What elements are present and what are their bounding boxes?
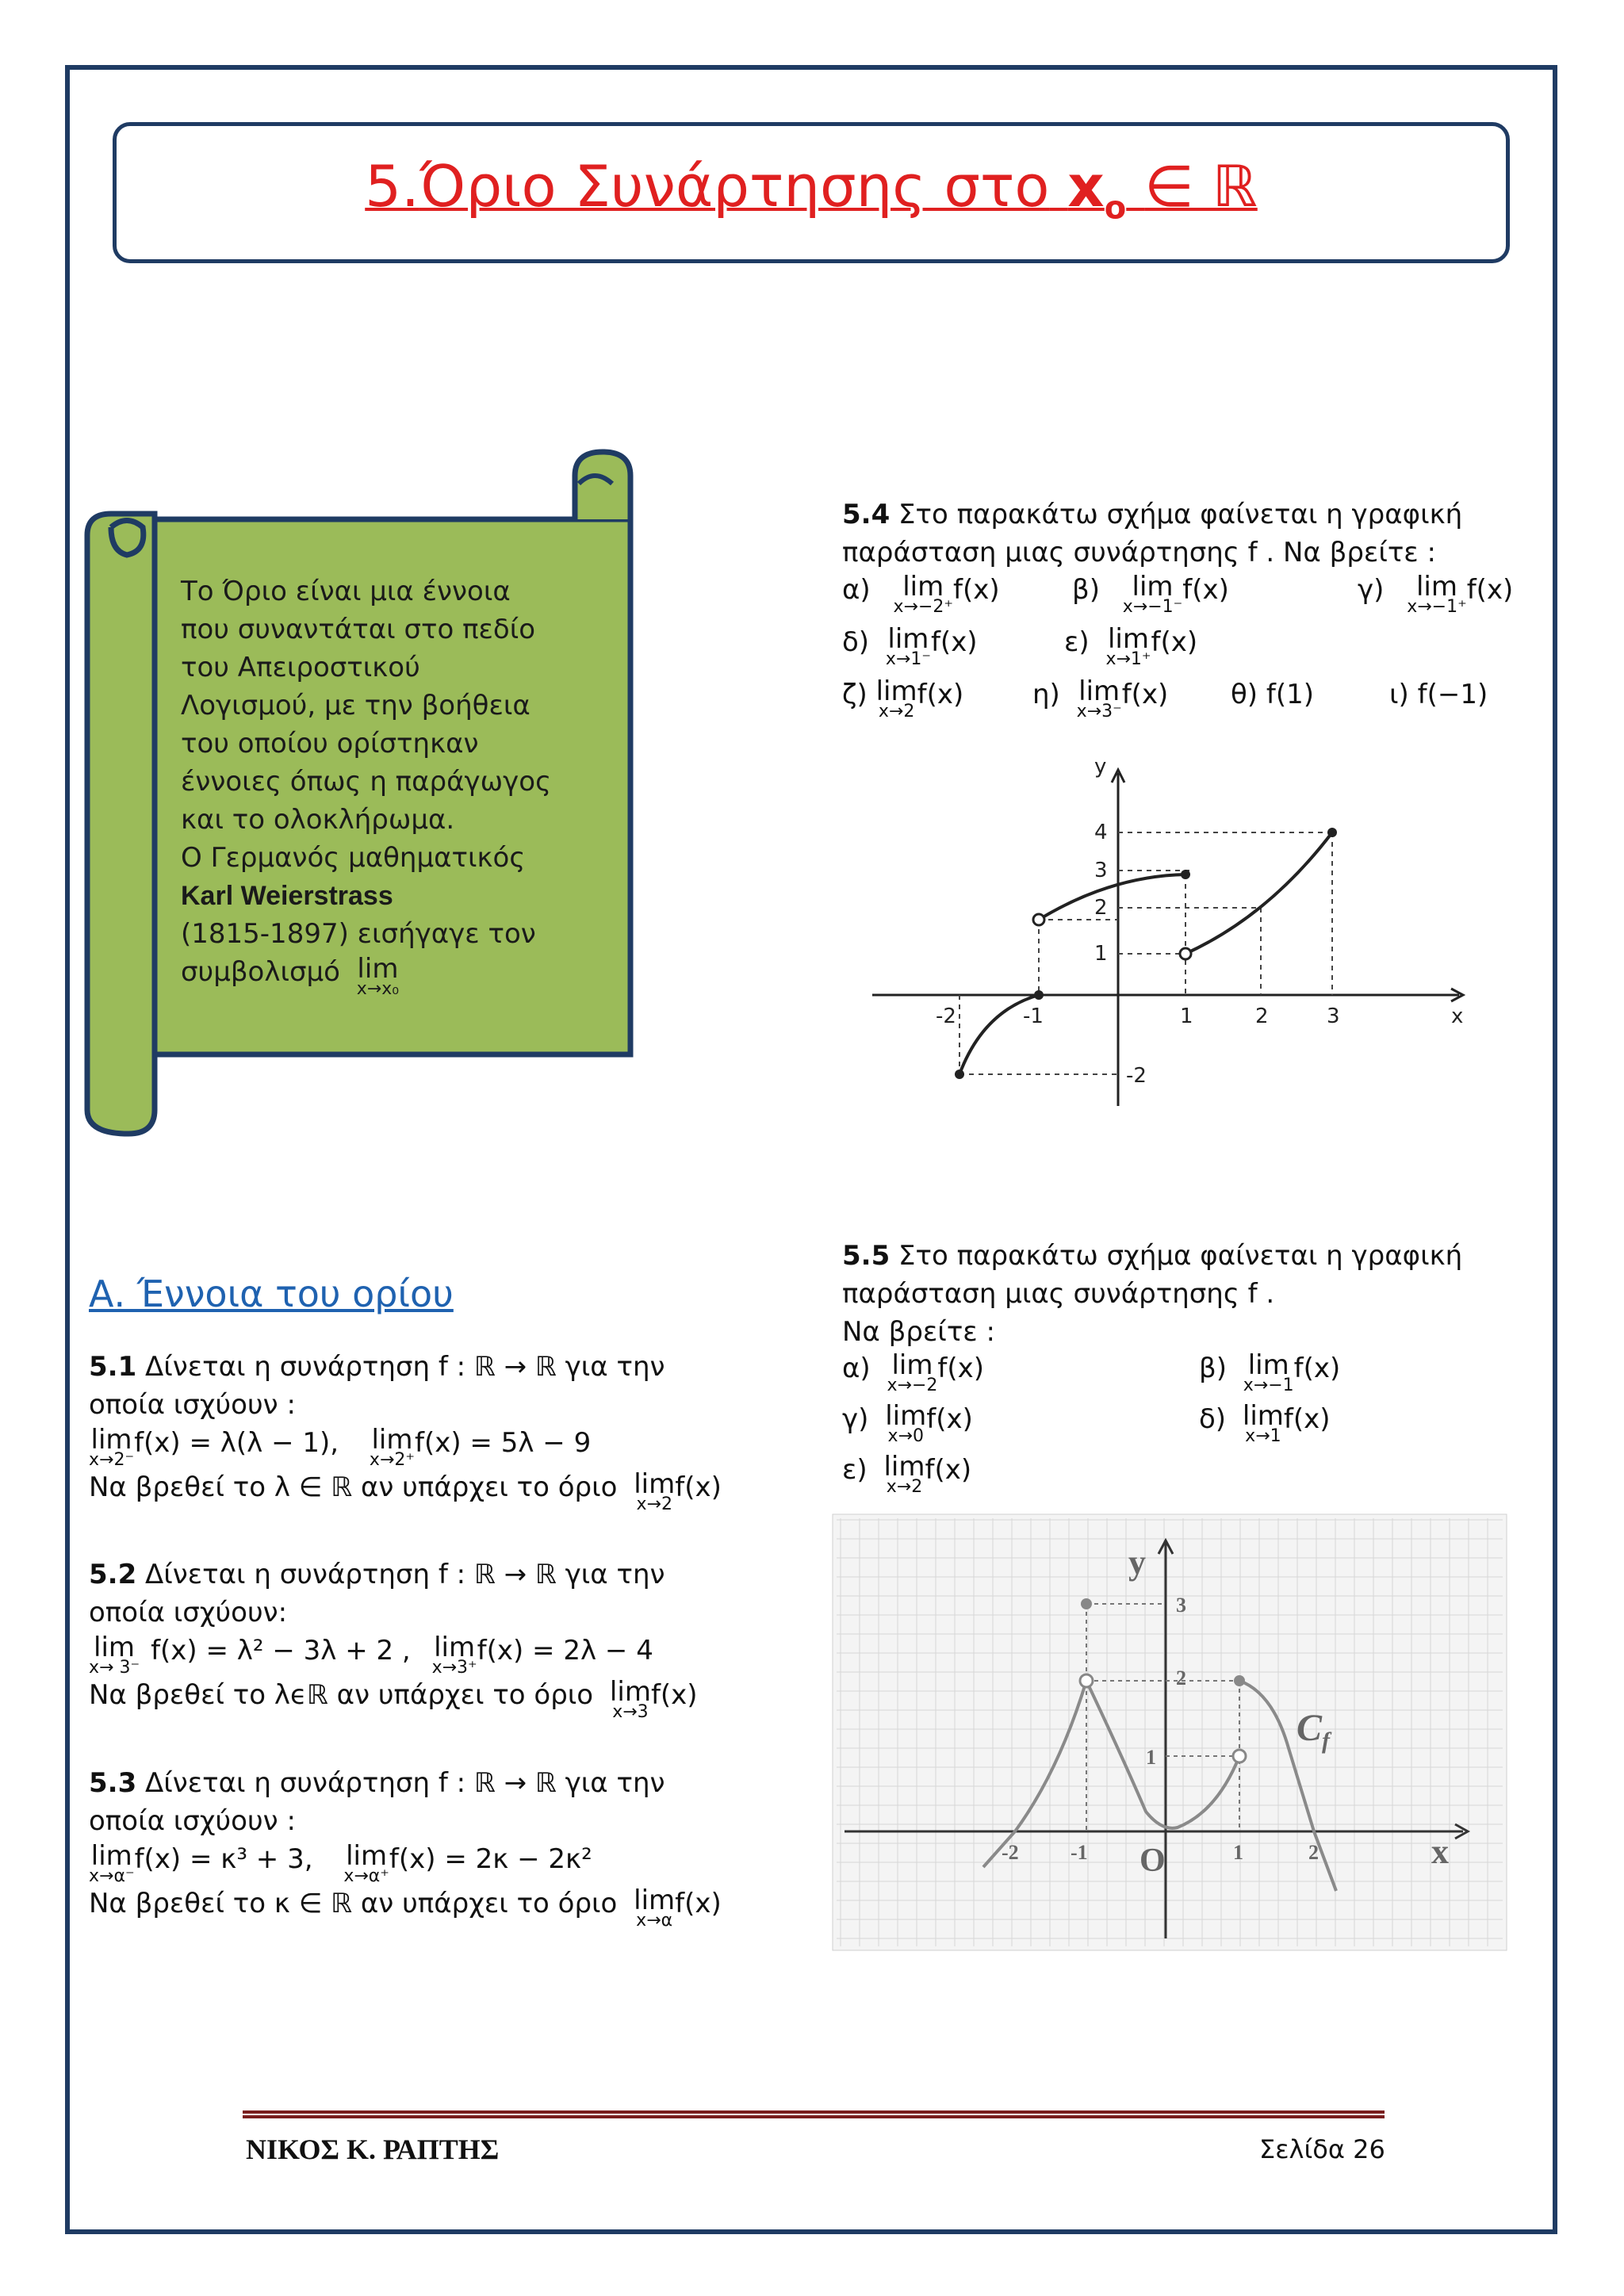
ex55-row1: α) lim x→−2 f(x) [842,1349,985,1395]
graph1-xtick: 1 [1180,1004,1193,1028]
graph1-ytick: 4 [1094,821,1108,844]
graph1-xtick: -1 [1023,1004,1044,1028]
graph1-ytick: -2 [1126,1064,1147,1088]
exercise-5-5: 5.5 Στο παρακάτω σχήμα φαίνεται η γραφική παράσταση μιας συνάρτησης f . Να βρείτε : [842,1240,1463,1348]
weierstrass-name: Karl Weierstrass [181,881,393,911]
graph2-x-label: x [1431,1832,1449,1871]
graph1-ytick: 2 [1094,896,1108,920]
ex54-row2b: ε) lim x→1⁺ f(x) [1064,623,1198,669]
section-a-heading: Α. Έννοια του ορίου [89,1272,454,1315]
graph1-y-label: y [1094,757,1107,779]
page-title: 5.Όριο Συνάρτησης στο $x_o$ ∈ ℝ [365,153,1258,227]
scroll-text: Το Όριο είναι μια έννοια που συναντάται στο πεδίο του Απειροστικού Λογισμού, με την βοήθεια του οποίου ορίστηκαν έννοιες όπως η παράγωγος και το ολοκλήρωμα. Ο Γερμανός μαθηματικός Karl Weierstrass (1815-1897) εισήγαγε τον συμβολισμό lim x→x₀ [181,572,609,997]
footer-page-number: Σελίδα 26 [1259,2134,1385,2164]
exercise-5-3: 5.3 Δίνεται η συνάρτηση f : ℝ → ℝ για την οποία ισχύουν : lim x→α⁻ f(x) = κ³ + 3, lim x→α⁺ f(x) = 2κ − 2κ² Να βρεθεί το κ ∈ ℝ αν υπάρχει το όριο lim x→α f(x) [89,1767,722,1931]
graph2-y-label: y [1128,1543,1146,1582]
ex55-row3: ε) lim x→2 f(x) [842,1451,972,1497]
ex55-row2: γ) lim x→0 f(x) [842,1400,973,1446]
graph1-xtick: 2 [1255,1004,1269,1028]
graph1-ytick: 1 [1094,942,1108,966]
graph1-ytick: 3 [1094,859,1108,882]
exercise-5-1: 5.1 Δίνεται η συνάρτηση f : ℝ → ℝ για την οποία ισχύουν : lim x→2⁻ f(x) = λ(λ − 1), lim x→2⁺ f(x) = 5λ − 9 Να βρεθεί το λ ∈ ℝ αν υπάρχει το όριο lim x→2 f(x) [89,1351,722,1514]
graph2-xtick: 1 [1233,1841,1243,1864]
graph2-ytick: 3 [1176,1594,1186,1617]
graph2-origin: O [1139,1843,1166,1879]
ex54-row1: α) lim x→−2⁺ f(x) [842,571,1000,617]
graph1-xtick: -2 [936,1004,956,1028]
graph2-curve-label: $C_f$ [1297,1707,1331,1754]
graph2-ytick: 1 [1146,1746,1156,1769]
ex54-row1b: β) lim x→−1⁻ f(x) [1072,571,1229,617]
exercise-5-4: 5.4 Στο παρακάτω σχήμα φαίνεται η γραφική παράσταση μιας συνάρτησης f . Να βρείτε : [842,499,1463,568]
footer-rule [243,2110,1385,2118]
graph2-ytick: 2 [1176,1667,1186,1689]
graph2-xtick: 2 [1308,1841,1319,1864]
ex54-row1c: γ) lim x→−1⁺ f(x) [1358,571,1514,617]
graph2-xtick: -2 [1002,1841,1019,1864]
graph-5-5 [829,1510,1511,1954]
exercise-5-2: 5.2 Δίνεται η συνάρτηση f : ℝ → ℝ για την οποία ισχύουν: lim x→ 3⁻ f(x) = λ² − 3λ + 2 , lim x→3⁺ f(x) = 2λ − 4 Να βρεθεί το λϵℝ αν υπάρχει το όριο lim x→3 f(x) [89,1559,698,1722]
ex55-row2b: δ) lim x→1 f(x) [1199,1400,1331,1446]
graph1-x-label: x [1451,1004,1464,1028]
ex55-row1b: β) lim x→−1 f(x) [1199,1349,1341,1395]
ex54-row3: ζ) lim x→2 f(x) [842,675,964,721]
ex54-row2: δ) lim x→1⁻ f(x) [842,623,978,669]
title-box [113,122,1510,263]
ex54-row3d: ι) f(−1) [1389,679,1488,710]
footer-author: ΝΙΚΟΣ Κ. ΡΑΠΤΗΣ [246,2133,500,2165]
graph1-xtick: 3 [1327,1004,1340,1028]
ex54-row3b: η) lim x→3⁻ f(x) [1032,675,1169,721]
graph2-xtick: -1 [1071,1841,1088,1864]
ex54-row3c: θ) f(1) [1231,679,1315,710]
graph-5-4 [856,757,1491,1122]
